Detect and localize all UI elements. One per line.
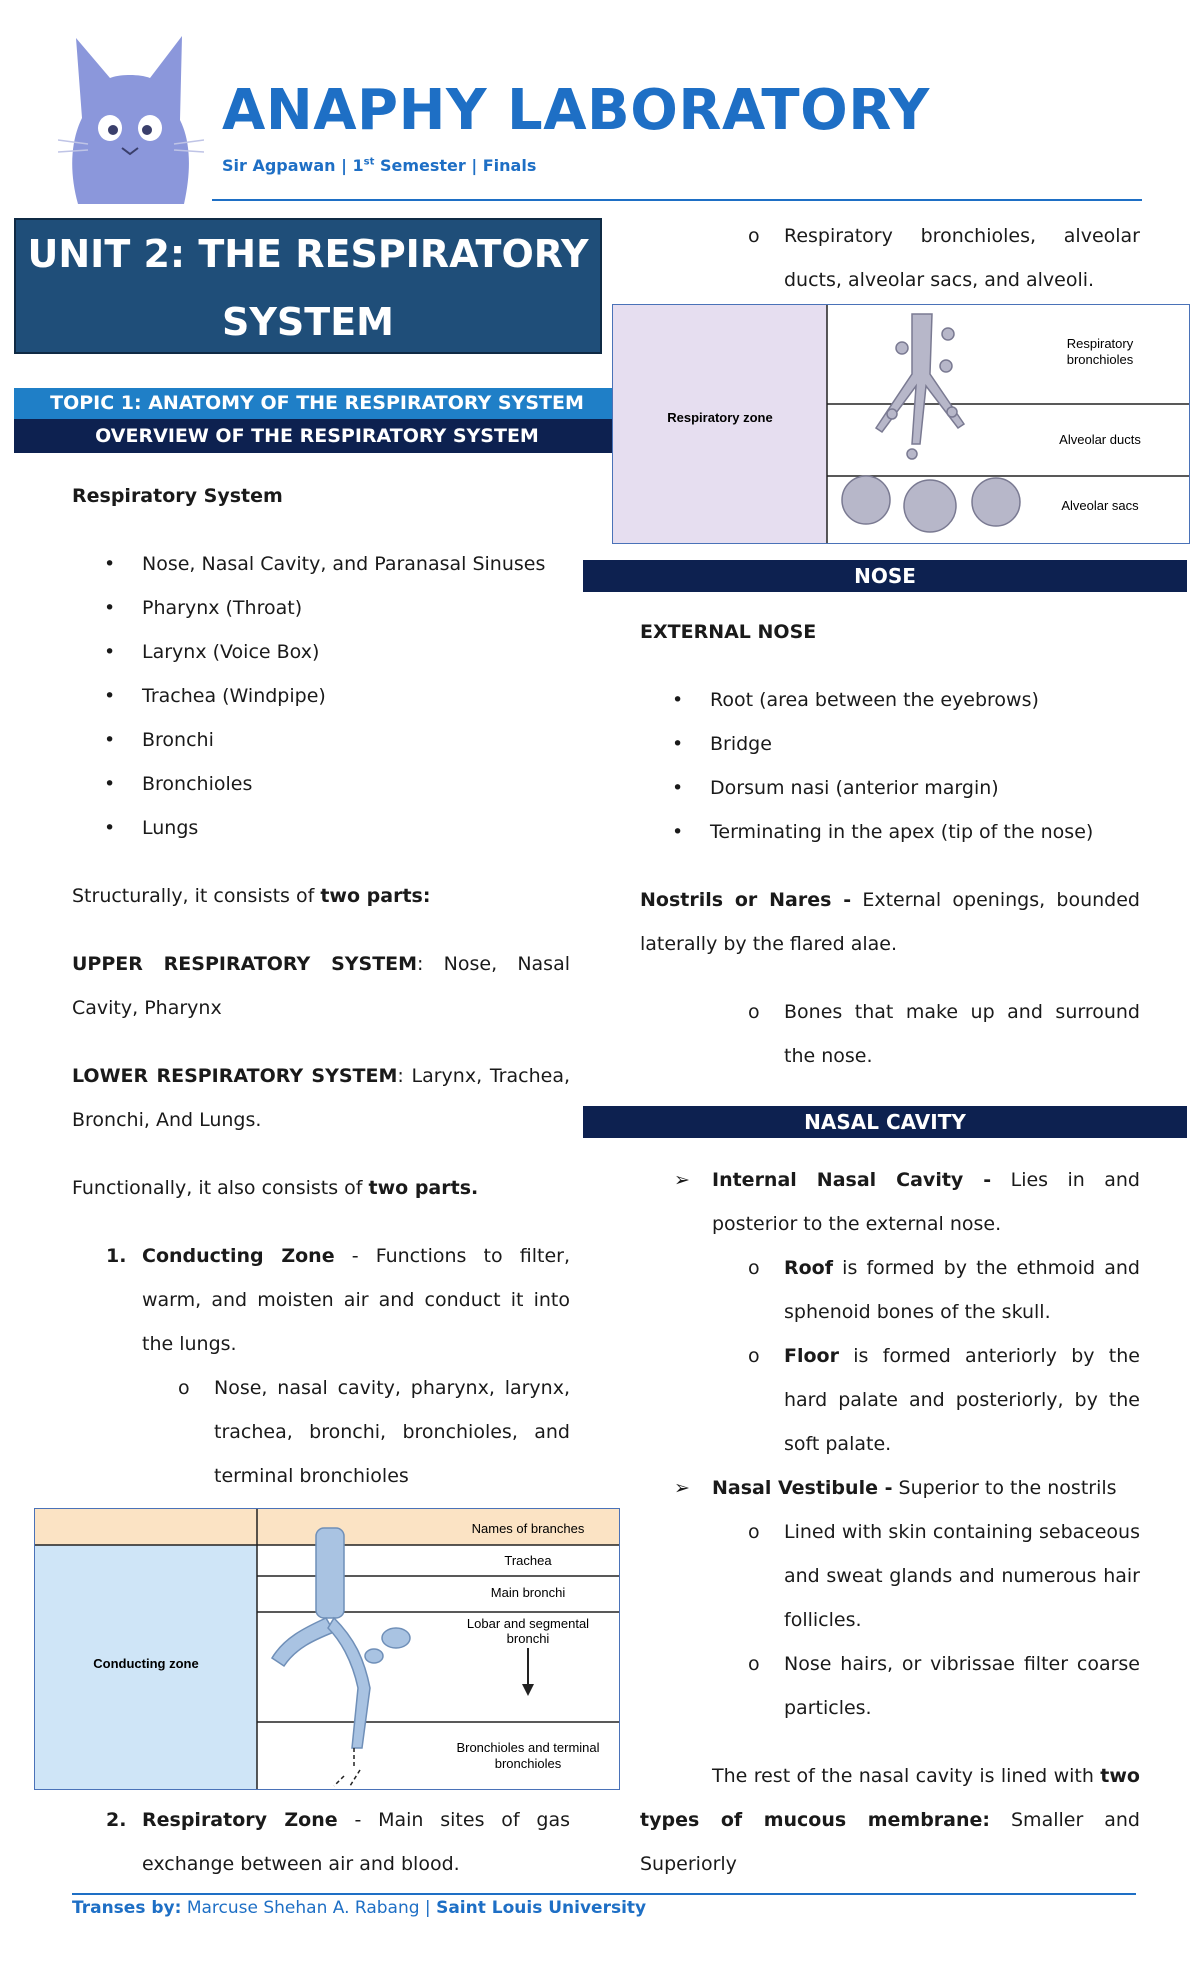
circle-bullet-icon: o xyxy=(748,1521,760,1543)
internal-cavity-label: Internal Nasal Cavity - xyxy=(712,1169,992,1191)
bullet-icon: • xyxy=(104,597,116,619)
nostrils-text: External openings, bounded laterally by the flared alae. xyxy=(640,889,1140,955)
fig-label-lobar-bronchi-2: bronchi xyxy=(506,1631,550,1646)
circle-bullet-icon: o xyxy=(748,1653,760,1675)
bones-sub-item: Bones that make up and surround the nose. xyxy=(784,1001,1140,1067)
resp-system-heading: Respiratory System xyxy=(72,485,283,507)
functional-text: Functionally, it also consists of xyxy=(72,1177,369,1199)
fig-label-main-bronchi: Main bronchi xyxy=(490,1585,566,1600)
list-item: Root (area between the eyebrows) xyxy=(710,689,1039,711)
structural-paragraph xyxy=(72,874,572,918)
roof-text: is formed by the ethmoid and sphenoid bones of the skull. xyxy=(784,1257,1140,1323)
upper-resp-label: UPPER RESPIRATORY SYSTEM xyxy=(72,953,418,975)
cat-logo-icon xyxy=(58,28,204,204)
subtitle-prefix: Sir Agpawan | 1 xyxy=(222,156,364,175)
lower-resp-label: LOWER RESPIRATORY SYSTEM xyxy=(72,1065,398,1087)
bullet-icon: • xyxy=(672,733,684,755)
footer-school: Saint Louis University xyxy=(436,1898,647,1918)
unit-title-line1: UNIT 2: THE RESPIRATORY xyxy=(27,232,589,276)
bullet-icon: • xyxy=(672,689,684,711)
zone1-label: Conducting Zone xyxy=(142,1245,335,1267)
list-item: Pharynx (Throat) xyxy=(142,597,303,619)
circle-bullet-icon: o xyxy=(178,1377,190,1399)
fig-label-resp-bronchioles-2: bronchioles xyxy=(1066,352,1134,367)
fig-conducting-zone-label: Conducting zone xyxy=(93,1656,199,1671)
resp-zone-sub-item: Respiratory bronchioles, alveolar ducts, alveolar sacs, and alveoli. xyxy=(784,225,1140,291)
nostrils-label: Nostrils or Nares - xyxy=(640,889,852,911)
list-item: Terminating in the apex (tip of the nose) xyxy=(710,821,1094,843)
list-item: Lungs xyxy=(142,817,199,839)
subtitle-sup: st xyxy=(363,156,375,168)
vestibule-label: Nasal Vestibule - xyxy=(712,1477,893,1499)
footer xyxy=(72,1898,646,1918)
hairs-sub-item: Nose hairs, or vibrissae filter coarse particles. xyxy=(784,1653,1140,1719)
zone2-label: Respiratory Zone xyxy=(142,1809,338,1831)
bullet-icon: • xyxy=(104,685,116,707)
fig-label-alveolar-sacs: Alveolar sacs xyxy=(1061,498,1139,513)
nostrils-paragraph xyxy=(640,878,1140,966)
mucous-bold: two types of mucous membrane: xyxy=(640,1765,1140,1831)
fig-label-trachea: Trachea xyxy=(504,1553,552,1568)
unit-title-box xyxy=(14,218,602,354)
subtitle-suffix: Semester | Finals xyxy=(374,156,537,175)
fig-label-lobar-bronchi: Lobar and segmental xyxy=(466,1616,590,1631)
fig-label-alveolar-ducts: Alveolar ducts xyxy=(1059,432,1141,447)
zone1-paragraph xyxy=(142,1234,570,1366)
lined-sub-item: Lined with skin containing sebaceous and sweat glands and numerous hair follicles. xyxy=(784,1521,1140,1631)
vestibule-paragraph xyxy=(712,1466,1140,1510)
vestibule-text: Superior to the nostrils xyxy=(892,1477,1117,1499)
bullet-icon: • xyxy=(104,641,116,663)
lower-resp-paragraph xyxy=(72,1054,570,1142)
page-title: ANAPHY LABORATORY xyxy=(222,78,930,143)
internal-cavity-text: Lies in and posterior to the external nose. xyxy=(712,1169,1140,1235)
fig-respiratory-zone-label: Respiratory zone xyxy=(667,410,773,425)
zone1-number: 1. xyxy=(106,1245,127,1267)
nasal-cavity-section-bar: NASAL CAVITY xyxy=(583,1106,1187,1138)
bullet-icon: • xyxy=(104,729,116,751)
unit-title-line2: SYSTEM xyxy=(222,300,394,344)
respiratory-zone-figure xyxy=(612,304,1190,544)
structural-bold: two parts: xyxy=(320,885,431,907)
mucous-text: The rest of the nasal cavity is lined with xyxy=(712,1765,1101,1787)
list-item: Trachea (Windpipe) xyxy=(142,685,326,707)
course-subtitle xyxy=(222,156,536,175)
structural-text: Structurally, it consists of xyxy=(72,885,321,907)
overview-bar: OVERVIEW OF THE RESPIRATORY SYSTEM xyxy=(14,419,620,453)
mucous-tail: Smaller and Superiorly xyxy=(640,1809,1140,1875)
zone1-text: - Functions to filter, warm, and moisten air and conduct it into the lungs. xyxy=(142,1245,570,1355)
roof-label: Roof xyxy=(784,1257,834,1279)
lower-resp-text: : Larynx, Trachea, Bronchi, And Lungs. xyxy=(72,1065,570,1131)
circle-bullet-icon: o xyxy=(748,1257,760,1279)
functional-paragraph xyxy=(72,1166,572,1210)
header-divider xyxy=(212,199,1142,201)
list-item: Nose, Nasal Cavity, and Paranasal Sinuses xyxy=(142,553,546,575)
conducting-zone-figure xyxy=(34,1508,620,1790)
topic-bar: TOPIC 1: ANATOMY OF THE RESPIRATORY SYSTEM xyxy=(14,388,620,419)
list-item: Bridge xyxy=(710,733,772,755)
zone2-number: 2. xyxy=(106,1809,127,1831)
fig-label-resp-bronchioles: Respiratory xyxy=(1066,336,1134,351)
fig-label-bronchioles-2: bronchioles xyxy=(494,1756,562,1771)
floor-sub-item xyxy=(784,1334,1140,1466)
fig-label-names-of-branches: Names of branches xyxy=(471,1521,585,1536)
floor-text: is formed anteriorly by the hard palate and posteriorly, by the soft palate. xyxy=(784,1345,1140,1455)
floor-label: Floor xyxy=(784,1345,839,1367)
functional-bold: two parts. xyxy=(368,1177,479,1199)
bullet-icon: • xyxy=(672,777,684,799)
zone2-text: - Main sites of gas exchange between air and blood. xyxy=(142,1809,570,1875)
arrow-bullet-icon: ➢ xyxy=(674,1477,690,1499)
internal-cavity-paragraph xyxy=(712,1158,1140,1246)
bullet-icon: • xyxy=(104,553,116,575)
footer-divider xyxy=(72,1893,1136,1895)
fig-label-bronchioles: Bronchioles and terminal xyxy=(456,1740,600,1755)
footer-author: Marcuse Shehan A. Rabang | xyxy=(181,1898,437,1918)
nose-section-bar: NOSE xyxy=(583,560,1187,592)
circle-bullet-icon: o xyxy=(748,1345,760,1367)
list-item: Dorsum nasi (anterior margin) xyxy=(710,777,999,799)
upper-resp-text: : Nose, Nasal Cavity, Pharynx xyxy=(72,953,571,1019)
upper-resp-paragraph xyxy=(72,942,570,1030)
list-item: Larynx (Voice Box) xyxy=(142,641,320,663)
zone2-paragraph xyxy=(142,1798,570,1886)
bullet-icon: • xyxy=(104,817,116,839)
list-item: Bronchi xyxy=(142,729,214,751)
zone1-sub-item: Nose, nasal cavity, pharynx, larynx, trachea, bronchi, bronchioles, and terminal bronchioles xyxy=(214,1377,570,1487)
list-item: Bronchioles xyxy=(142,773,253,795)
circle-bullet-icon: o xyxy=(748,225,760,247)
external-nose-heading: EXTERNAL NOSE xyxy=(640,621,817,643)
footer-by-label: Transes by: xyxy=(72,1898,182,1918)
roof-sub-item xyxy=(784,1246,1140,1334)
bullet-icon: • xyxy=(104,773,116,795)
bullet-icon: • xyxy=(672,821,684,843)
circle-bullet-icon: o xyxy=(748,1001,760,1023)
arrow-bullet-icon: ➢ xyxy=(674,1169,690,1191)
mucous-paragraph xyxy=(640,1754,1140,1886)
